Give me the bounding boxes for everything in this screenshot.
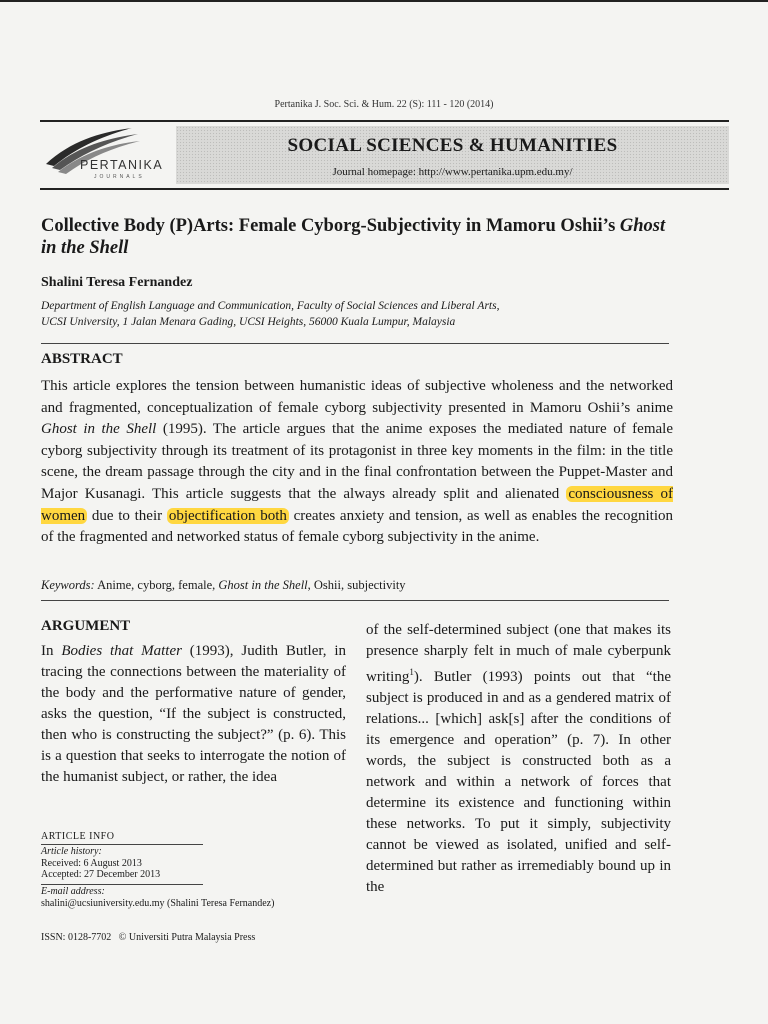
body-paragraph xyxy=(41,641,346,788)
body-column-left xyxy=(41,641,346,788)
body-text: (1993), Judith Butler, in tracing the connections between the materiality of the body and the performative nature of gender, asks the question, “If the subject is constructed, then who is constructing the subject?” (p. 6). This is a question that seeks to interrogate the notion of the humanist subject, or rather, the idea xyxy=(41,643,346,785)
keywords-label: Keywords: xyxy=(41,578,95,592)
journal-citation: Pertanika J. Soc. Sci. & Hum. 22 (S): 111 - 120 (2014) xyxy=(274,99,494,110)
abstract-italic-film: Ghost in the Shell xyxy=(41,421,157,438)
article-title xyxy=(41,215,681,259)
argument-heading: ARGUMENT xyxy=(41,618,131,634)
email-label: E-mail address: xyxy=(41,886,105,897)
contact-email xyxy=(41,886,274,909)
top-edge-line xyxy=(0,0,768,2)
keywords-text: Anime, cyborg, female, xyxy=(94,578,219,592)
issn-footer: ISSN: 0128-7702 © Universiti Putra Malaysia Press xyxy=(41,932,256,943)
body-column-right xyxy=(366,620,671,898)
divider-abstract xyxy=(41,343,669,344)
journal-name: SOCIAL SCIENCES & HUMANITIES xyxy=(287,135,618,156)
body-text: In xyxy=(41,643,62,659)
pertanika-logo xyxy=(42,124,174,184)
author-affiliation xyxy=(41,298,681,330)
abstract-heading: ABSTRACT xyxy=(41,351,123,367)
abstract-segment: This article explores the tension between humanistic ideas of subjective wholeness and the networked and fragmented, conceptualization of female cyborg subjectivity presented in Mamoru Oshii’s anime xyxy=(41,378,673,416)
article-history xyxy=(41,846,160,881)
masthead-band xyxy=(176,126,729,184)
accepted-date: Accepted: 27 December 2013 xyxy=(41,869,161,880)
journal-homepage[interactable]: Journal homepage: http://www.pertanika.upm.edu.my/ xyxy=(332,166,573,178)
abstract-segment: (1995). The article argues that the anime exposes the mediated nature of female cyborg subjectivity through its treatment of its protagonist in three key moments in the film: in the title scene, the dream passage through the city and in the final confrontation between the Puppet-Master and Major Kusanagi. This article suggests that the always already split and alienated xyxy=(41,421,673,502)
abstract-segment: creates anxiety and tension, as well as enables the recognition of the fragmented and networked status of female cyborg subjectivity in the anime. xyxy=(41,507,673,546)
title-italic-film: Ghost in the Shell xyxy=(41,216,666,258)
email-address[interactable]: shalini@ucsiuniversity.edu.my (Shalini Teresa Fernandez) xyxy=(41,897,275,909)
body-text: ). Butler (1993) points out that “the subject is produced in and as a gendered matrix of relations... [which] ask[s] after the conditions of its emergence and operation” (p. 7). In other words, the subject is constructed both as a network and within a network of forces that determine its existence and functioning within these networks. To put it simply, subjectivity cannot be viewed as isolated, unified and self-determined but rather as irremediably bound up in the xyxy=(366,669,671,895)
abstract-text xyxy=(41,376,673,549)
keywords-italic: Ghost in the Shell xyxy=(218,578,308,592)
affiliation-line-2: UCSI University, 1 Jalan Menara Gading, UCSI Heights, 56000 Kuala Lumpur, Malaysia xyxy=(41,316,456,328)
received-date: Received: 6 August 2013 xyxy=(41,857,142,869)
journal-masthead xyxy=(40,120,729,190)
highlight-objectification: objectification both xyxy=(168,507,287,524)
divider-email xyxy=(41,884,203,885)
body-text: of the self-determined subject (one that makes its presence sharply felt in much of male cyberpunk writing xyxy=(366,622,671,685)
article-info-heading: ARTICLE INFO xyxy=(41,831,115,842)
affiliation-line-1: Department of English Language and Communication, Faculty of Social Sciences and Liberal Arts, xyxy=(41,300,500,312)
divider-article-info xyxy=(41,844,203,845)
divider-argument xyxy=(41,600,669,601)
abstract-segment: due to their xyxy=(87,507,167,524)
logo-subtitle: JOURNALS xyxy=(94,174,145,180)
highlight-consciousness: consciousness of women xyxy=(41,485,673,524)
keywords-text: , Oshii, subjectivity xyxy=(307,578,406,592)
footnote-marker[interactable]: 1 xyxy=(409,667,414,677)
body-paragraph xyxy=(366,620,671,898)
logo-wordmark: PERTANIKA xyxy=(80,158,164,172)
author-name: Shalini Teresa Fernandez xyxy=(41,275,193,290)
keywords-line xyxy=(41,578,406,593)
history-label: Article history: xyxy=(41,846,102,857)
body-italic-book: Bodies that Matter xyxy=(61,643,182,659)
title-text: Collective Body (P)Arts: Female Cyborg-Subjectivity in Mamoru Oshii’s xyxy=(41,216,620,236)
